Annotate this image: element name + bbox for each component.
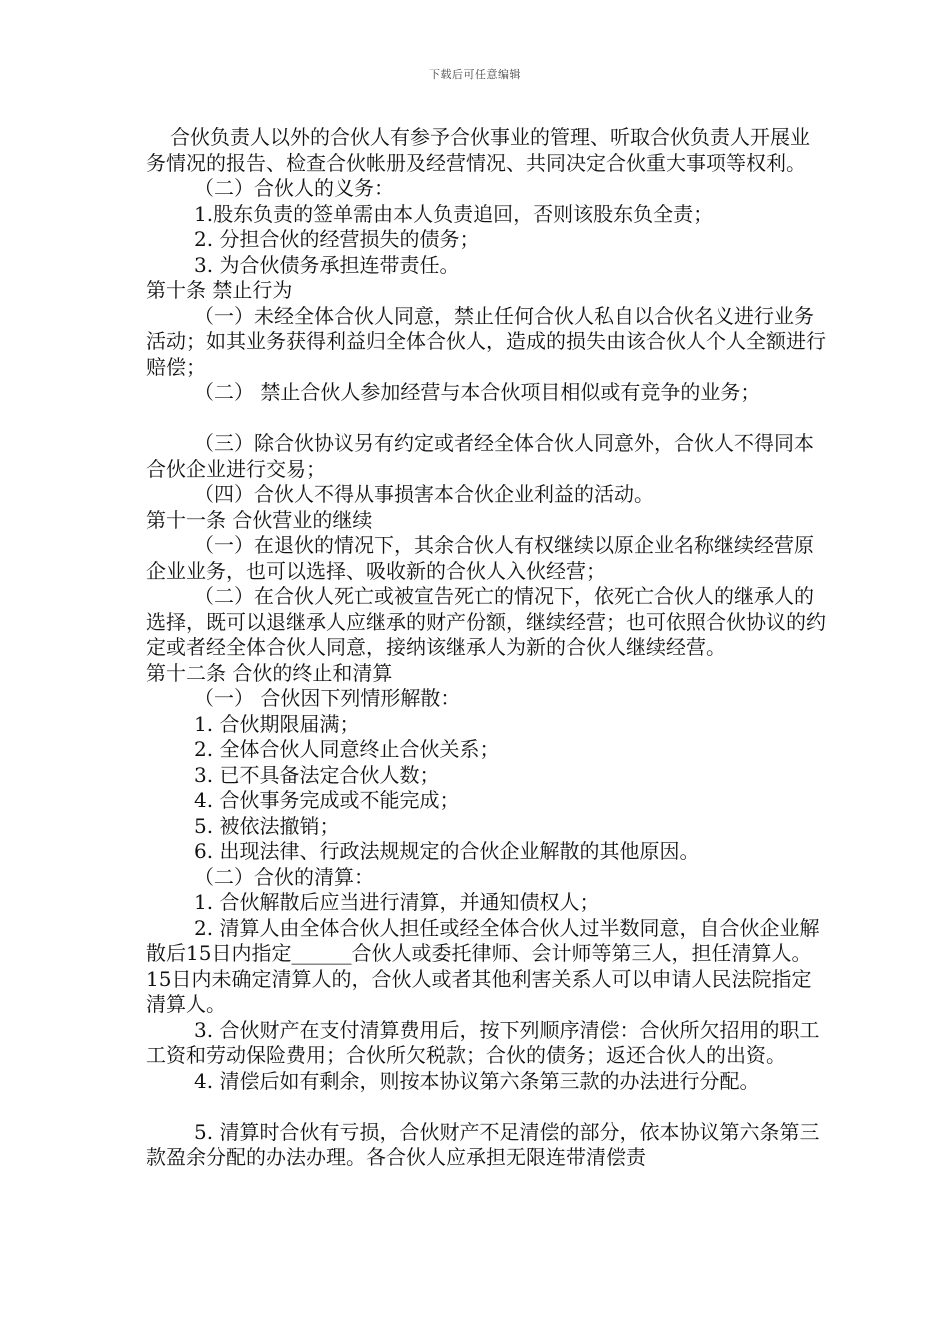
paragraph: 2. 清算人由全体合伙人担任或经全体合伙人过半数同意，自合伙企业解散后15日内指定______合伙人或委托律师、会计师等第三人，担任清算人。15日内未确定清算人的，合伙人或者其他利害关系人可以申请人民法院指定清算人。: [146, 915, 820, 1016]
paragraph: （一）未经全体合伙人同意，禁止任何合伙人私自以合伙名义进行业务活动；如其业务获得利益归全体合伙人，造成的损失由该合伙人个人全额进行赔偿；: [146, 303, 826, 379]
paragraph: （二） 禁止合伙人参加经营与本合伙项目相似或有竞争的业务；: [194, 380, 761, 404]
paragraph: 4. 清偿后如有剩余，则按本协议第六条第三款的办法进行分配。: [194, 1068, 760, 1093]
paragraph: （四）合伙人不得从事损害本合伙企业利益的活动。: [194, 482, 654, 506]
paragraph: 1. 合伙解散后应当进行清算，并通知债权人；: [194, 890, 600, 914]
paragraph: 5. 被依法撤销；: [194, 813, 340, 838]
page-header: 下载后可任意编辑: [429, 68, 521, 81]
article-heading: 第十条 禁止行为: [146, 278, 293, 302]
paragraph: （二）合伙人的义务：: [194, 176, 394, 200]
paragraph: 2. 分担合伙的经营损失的债务；: [194, 227, 480, 251]
paragraph: （一）在退伙的情况下，其余合伙人有权继续以原企业名称继续经营原企业业务，也可以选择、吸收新的合伙人入伙经营；: [146, 533, 814, 583]
paragraph: 3. 为合伙债务承担连带责任。: [194, 252, 460, 277]
paragraph: （一） 合伙因下列情形解散：: [194, 686, 461, 710]
paragraph: （二）在合伙人死亡或被宣告死亡的情况下，依死亡合伙人的继承人的选择，既可以退继承人应继承的财产份额，继续经营；也可依照合伙协议的约定或者经全体合伙人同意，接纳该继承人为新的合伙人继续经营。: [146, 584, 826, 659]
paragraph: 3. 已不具备法定合伙人数；: [194, 762, 440, 787]
article-heading: 第十二条 合伙的终止和清算: [146, 660, 393, 685]
paragraph: （三）除合伙协议另有约定或者经全体合伙人同意外，合伙人不得同本合伙企业进行交易；: [146, 431, 814, 481]
paragraph: 2. 全体合伙人同意终止合伙关系；: [194, 737, 500, 761]
paragraph: 1. 合伙期限届满；: [194, 711, 360, 736]
paragraph: 1.股东负责的签单需由本人负责追回，否则该股东负全责；: [194, 201, 714, 226]
paragraph: 3. 合伙财产在支付清算费用后，按下列顺序清偿：合伙所欠招用的职工工资和劳动保险费用；合伙所欠税款；合伙的债务；返还合伙人的出资。: [146, 1017, 820, 1067]
blank-line: [146, 1094, 826, 1120]
document-body: [146, 125, 826, 1171]
paragraph: （二）合伙的清算：: [194, 864, 374, 889]
blank-line: [146, 406, 826, 432]
paragraph: 5. 清算时合伙有亏损，合伙财产不足清偿的部分，依本协议第六条第三款盈余分配的办法办理。各合伙人应承担无限连带清偿责: [146, 1119, 820, 1169]
paragraph: 合伙负责人以外的合伙人有参予合伙事业的管理、听取合伙负责人开展业务情况的报告、检查合伙帐册及经营情况、共同决定合伙重大事项等权利。: [146, 125, 810, 175]
article-heading: 第十一条 合伙营业的继续: [146, 507, 373, 532]
paragraph: 6. 出现法律、行政法规规定的合伙企业解散的其他原因。: [194, 839, 700, 863]
paragraph: 4. 合伙事务完成或不能完成；: [194, 788, 460, 812]
